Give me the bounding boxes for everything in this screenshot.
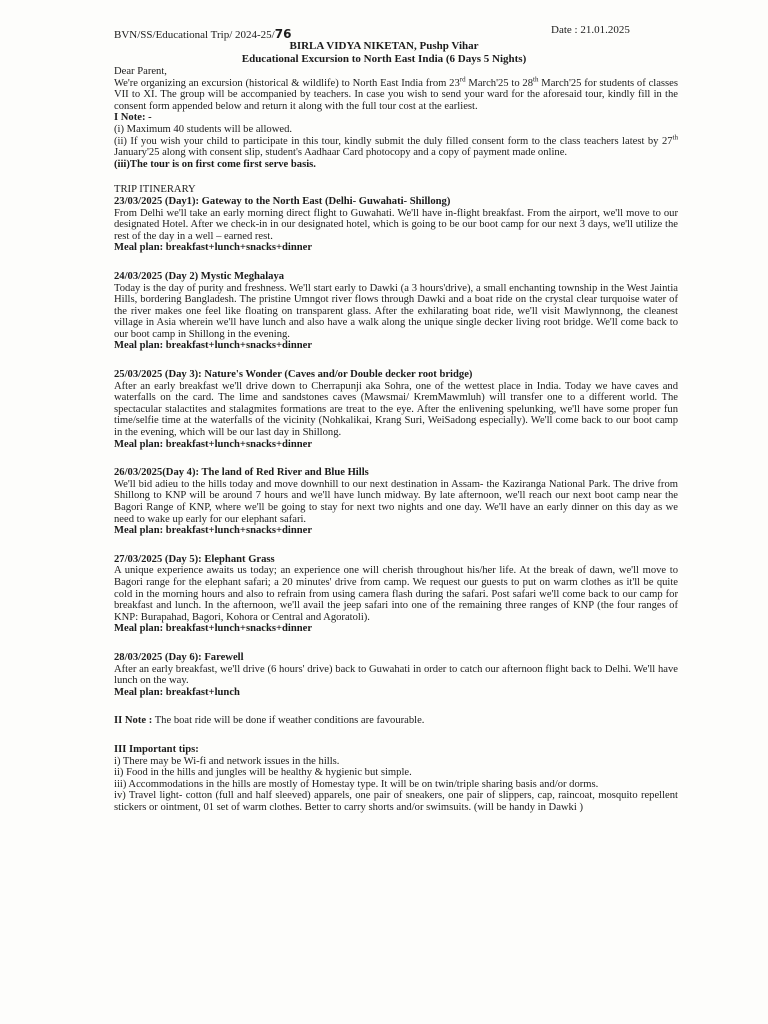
tip-item: ii) Food in the hills and jungles will be healthy & hygienic but simple.	[114, 767, 412, 779]
salutation: Dear Parent,	[114, 66, 167, 77]
day-description: We'll bid adieu to the hills today and move downhill to our next destination in Assam- the Kaziranga National Park. The drive from Shillong to KNP will be around 7 hours and we'll have lunch midway. By late afternoon, we'll reach our next boot camp near the Bagori Range of KNP, where we'll be going to stay for next two nights and one day. We'll have an early dinner on this day as we need to wake up early for our elephant safari.	[114, 478, 678, 525]
tip-item: iv) Travel light- cotton (full and half sleeved) apparels, one pair of sneakers, one pair of slippers, cap, raincoat, mosquito repellent stickers or ointment, 01 set of warm clothes. Better to carry shorts and/or swimsuits. (will be handy in Dawki )	[114, 790, 678, 813]
day-description: After an early breakfast, we'll drive (6 hours' drive) back to Guwahati in order to catch our afternoon flight back to Delhi. We'll have lunch on the way.	[114, 663, 678, 687]
letter-date: Date : 21.01.2025	[551, 24, 630, 36]
note-one-item: (i) Maximum 40 students will be allowed.	[114, 123, 293, 135]
day-description: From Delhi we'll take an early morning direct flight to Guwahati. We'll have in-flight breakfast. From the airport, we'll move to our designated Hotel. After we check-in in our designated hotel, which is going to be our boot camp for our next 3 days, we'll utilize the rest of the day in a well – earned rest.	[114, 207, 678, 242]
meal-plan: Meal plan: breakfast+lunch+snacks+dinner	[114, 623, 313, 635]
day-title: 24/03/2025 (Day 2) Mystic Meghalaya	[114, 270, 285, 282]
reference-prefix: BVN/SS/Educational Trip/ 2024-25/	[114, 29, 275, 41]
note-one-item: (ii) If you wish your child to participate in this tour, kindly submit the duly filled consent form to the class teachers latest by 27th January'25 along with consent slip, student's Aadhaar Card photocopy and a copy of payment made online.	[114, 133, 678, 159]
letter-subject: Educational Excursion to North East India (6 Days 5 Nights)	[241, 53, 527, 65]
meal-plan: Meal plan: breakfast+lunch+snacks+dinner	[114, 525, 313, 537]
day-title: 25/03/2025 (Day 3): Nature's Wonder (Caves and/or Double decker root bridge)	[114, 369, 473, 381]
meal-plan: Meal plan: breakfast+lunch	[114, 686, 240, 698]
day-description: A unique experience awaits us today; an experience one will cherish throughout his/her life. At the break of dawn, we'll move to Bagori range for the elephant safari; a 20 minutes' drive from camp. We request our guests to put on warm clothes as it'll be quite cold in the morning hours and also to refrain from using camera flash during the safari. Post safari we'll come back to our camp for breakfast and lunch. In the afternoon, we'll avail the jeep safari into one of the remaining three ranges of KNP (the four ranges of KNP: Burapahad, Bagori, Kohora or Central and Agoratoli).	[114, 565, 678, 623]
day-description: Today is the day of purity and freshness. We'll start early to Dawki (a 3 hours'drive), a small enchanting township in the West Jaintia Hills, bordering Bangladesh. The pristine Umngot river flows through Dawki and a boat ride on the crystal clear turquoise water of the river makes one feel like floating on transparent glass. After the exhilarating boat ride, we'll visit Mawlynnong, the cleanest village in Asia wherein we'll have lunch and also have a walk along the unique single decker living root bridge. We'll come back to our boot camp in Shillong in the evening.	[114, 282, 678, 340]
day-title: 23/03/2025 (Day1): Gateway to the North East (Delhi- Guwahati- Shillong)	[114, 195, 451, 207]
day-title: 26/03/2025(Day 4): The land of Red River and Blue Hills	[114, 467, 369, 479]
note-two	[114, 715, 678, 727]
day-title: 27/03/2025 (Day 5): Elephant Grass	[114, 553, 275, 565]
school-name: BIRLA VIDYA NIKETAN, Pushp Vihar	[289, 40, 479, 52]
day-title: 28/03/2025 (Day 6): Farewell	[114, 651, 244, 663]
tips-heading: III Important tips:	[114, 743, 199, 755]
reference-number	[114, 27, 291, 41]
tip-item: iii) Accommodations in the hills are mostly of Homestay type. It will be on twin/triple sharing basis and/or dorms.	[114, 778, 599, 790]
note-one-heading: I Note: -	[114, 112, 152, 124]
letter-body	[114, 66, 678, 813]
meal-plan: Meal plan: breakfast+lunch+snacks+dinner	[114, 438, 313, 450]
itinerary-heading: TRIP ITINERARY	[114, 184, 196, 196]
note-two-text: The boat ride will be done if weather conditions are favourable.	[152, 715, 425, 727]
meal-plan: Meal plan: breakfast+lunch+snacks+dinner	[114, 242, 313, 254]
tip-item: i) There may be Wi-fi and network issues in the hills.	[114, 755, 340, 767]
intro-paragraph: We're organizing an excursion (historical & wildlife) to North East India from 23rd March'25 to 28th March'25 for students of classes VII to XI. The group will be accompanied by teachers. In case you wish to send your ward for the aforesaid tour, kindly fill in the consent form appended below and return it along with the full tour cost at the earliest.	[114, 75, 678, 112]
day-description: After an early breakfast we'll drive down to Cherrapunji aka Sohra, one of the wettest place in India. Today we have caves and waterfalls on the card. The lime and sandstones caves (Mawsmai/ KremMawmluh) will transfer one to a different world. The spectacular stalactites and stalagmites formations are treat to the eye. After the enlivening spelunking, we'll have some proper fun time/selfie time at the waterfalls of the vicinity (Nohkalikai, Krang Suri, WeiSadong especially). We'll come back to our boot camp in the evening, which will be our last day in Shillong.	[114, 380, 678, 439]
reference-handwritten-number: 76	[274, 27, 292, 41]
note-two-label: II Note :	[114, 715, 153, 727]
note-one-item: (iii)The tour is on first come first serve basis.	[114, 158, 316, 170]
meal-plan: Meal plan: breakfast+lunch+snacks+dinner	[114, 340, 313, 352]
